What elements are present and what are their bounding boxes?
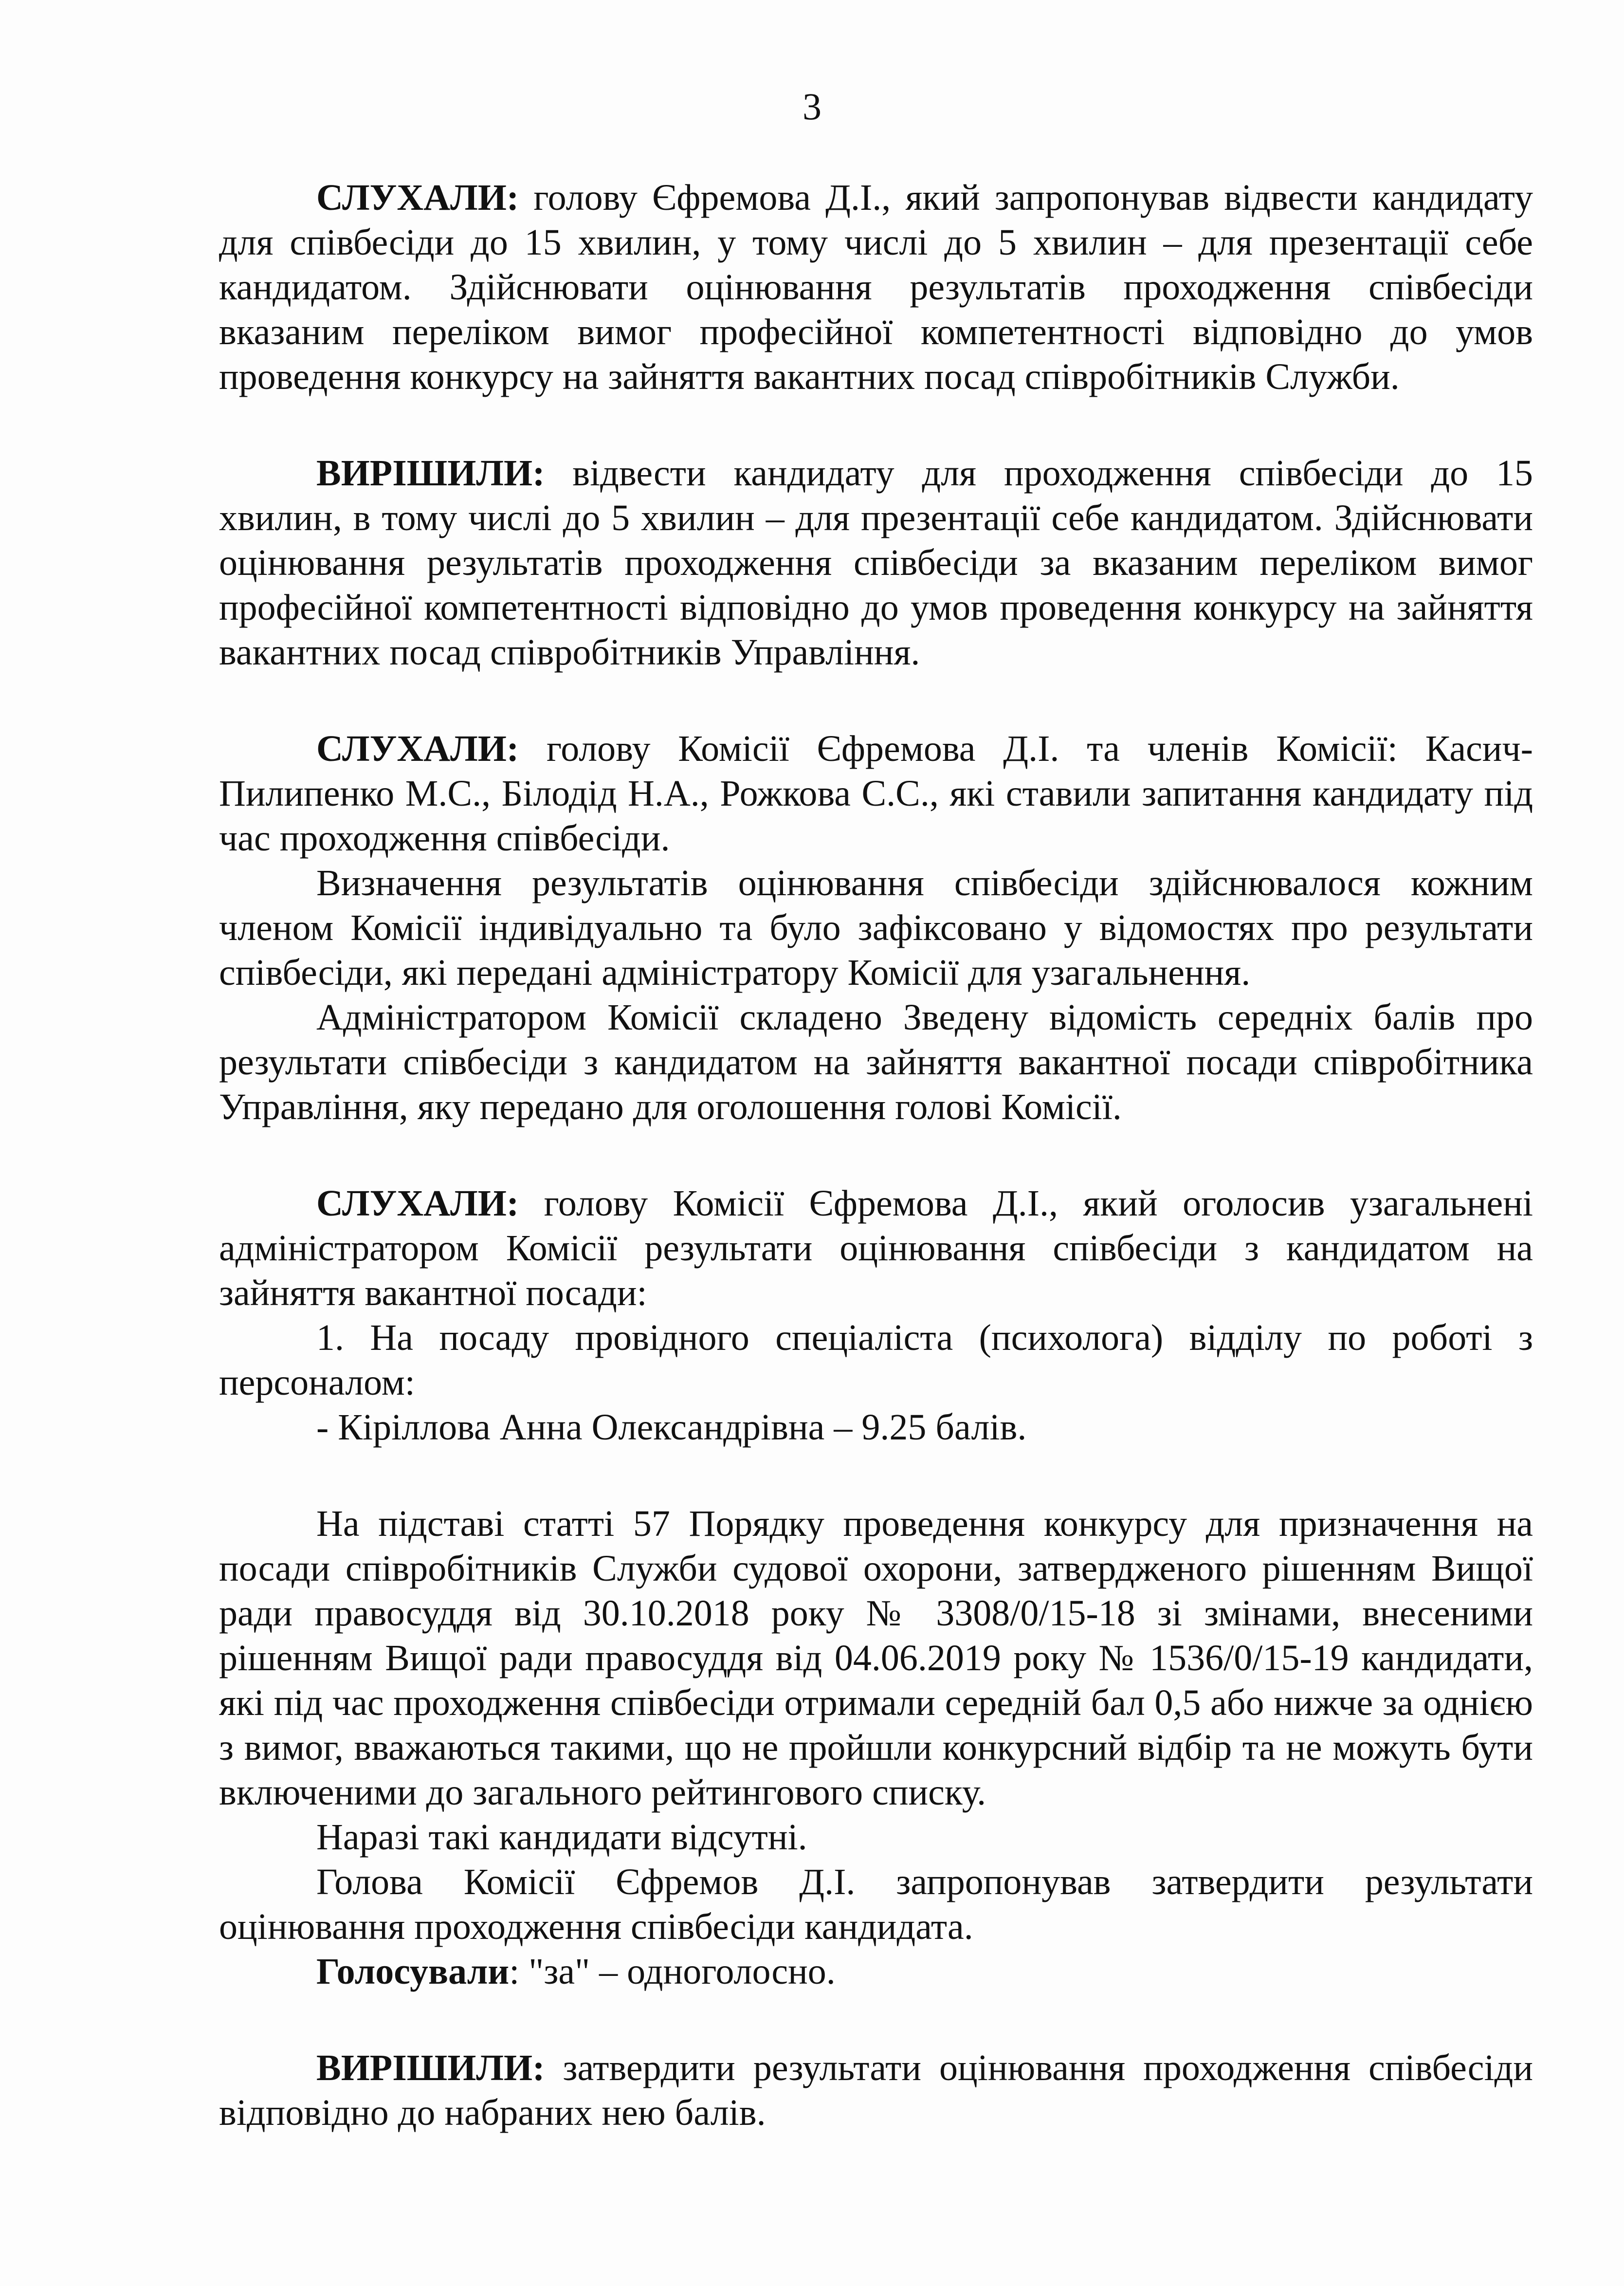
heard-paragraph-1 <box>219 175 1533 399</box>
decided-paragraph-1 <box>219 451 1533 675</box>
candidate-result: - Кіріллова Анна Олександрівна – 9.25 балів. <box>316 1407 1027 1448</box>
evaluation-paragraph: Визначення результатів оцінювання співбесіди здійснювалося кожним членом Комісії індивідуально та було зафіксовано у відомостях про результати співбесіди, які передані адміністратору Комісії для узагальнення. <box>219 863 1533 993</box>
paragraph-text: голову Комісії Єфремова Д.І., який оголосив узагальнені адміністратором Комісії результати оцінювання співбесіди з кандидатом на зайняття вакантної посади: <box>219 1183 1533 1313</box>
document-body <box>219 175 1533 2135</box>
vote-keyword: Голосували <box>316 1951 510 1992</box>
decided-keyword: ВИРІШИЛИ: <box>316 453 545 494</box>
heard-keyword: СЛУХАЛИ: <box>316 1183 519 1224</box>
paragraph-text: голову Єфремова Д.І., який запропонував відвести кандидату для співбесіди до 15 хвилин, у тому числі до 5 хвилин – для презентації себе кандидатом. Здійснювати оцінювання результатів проходження співбесіди вказаним переліком вимог професійної компетентності відповідно до умов проведення конкурсу на зайняття вакантних посад співробітників Служби. <box>219 177 1533 397</box>
heard-keyword: СЛУХАЛИ: <box>316 728 519 769</box>
decided-paragraph-2 <box>219 2046 1533 2135</box>
heard-keyword: СЛУХАЛИ: <box>316 177 519 218</box>
position-item: 1. На посаду провідного спеціаліста (психолога) відділу по роботі з персоналом: <box>219 1317 1533 1403</box>
no-candidates-paragraph: Наразі такі кандидати відсутні. <box>316 1817 807 1858</box>
paragraph-text: затвердити результати оцінювання проходження співбесіди відповідно до набраних нею балів. <box>219 2047 1533 2133</box>
paragraph-text: голову Комісії Єфремова Д.І. та членів Комісії: Касич-Пилипенко М.С., Білодід Н.А., Рожкова С.С., які ставили запитання кандидату під час проходження співбесіди. <box>219 728 1533 859</box>
paragraph-text: відвести кандидату для проходження співбесіди до 15 хвилин, в тому числі до 5 хвилин – для презентації себе кандидатом. Здійснювати оцінювання результатів проходження співбесіди за вказаним переліком вимог професійної компетентності відповідно до умов проведення конкурсу на зайняття вакантних посад співробітників Управління. <box>219 453 1533 673</box>
legal-basis-paragraph: На підставі статті 57 Порядку проведення конкурсу для призначення на посади співробітників Служби судової охорони, затвердженого рішенням Вищої ради правосуддя від 30.10.2018 року № 3308/0/15-18 зі змінами, внесеними рішенням Вищої ради правосуддя від 04.06.2019 року № 1536/0/15-19 кандидати, які під час проходження співбесіди отримали середній бал 0,5 або нижче за однією з вимог, вважаються такими, що не пройшли конкурсний відбір та не можуть бути включеними до загального рейтингового списку. <box>219 1503 1533 1813</box>
vote-paragraph <box>219 1949 1533 1994</box>
decided-keyword: ВИРІШИЛИ: <box>316 2047 545 2088</box>
heard-paragraph-3 <box>219 1181 1533 1315</box>
page-number: 3 <box>803 85 821 128</box>
summary-paragraph: Адміністратором Комісії складено Зведену відомість середніх балів про результати співбесіди з кандидатом на зайняття вакантної посади співробітника Управління, яку передано для оголошення голові Комісії. <box>219 997 1533 1127</box>
heard-paragraph-2 <box>219 726 1533 861</box>
vote-text: : "за" – одноголосно. <box>509 1951 836 1992</box>
proposal-paragraph: Голова Комісії Єфремов Д.І. запропонував затвердити результати оцінювання проходження співбесіди кандидата. <box>219 1862 1533 1947</box>
